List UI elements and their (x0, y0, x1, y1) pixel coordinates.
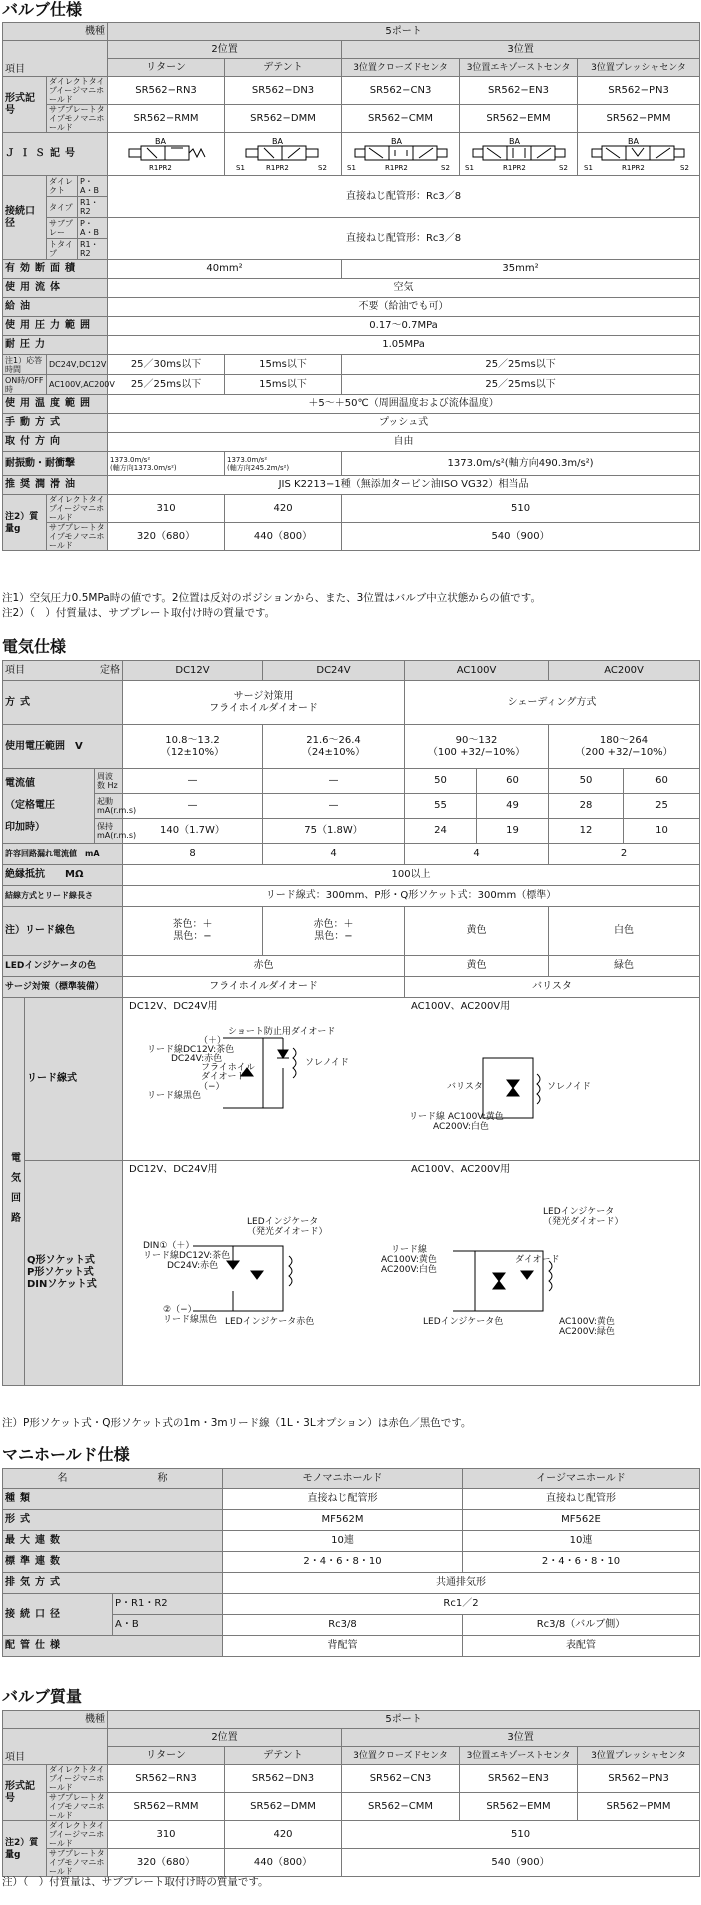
conn-subplate-r1r2: R1・R2 (78, 239, 108, 260)
manifold-header-name: 名 称 (3, 1469, 223, 1489)
jis-symbol-pressure-icon (582, 135, 696, 173)
mass-note: 注）（ ）付質量は、サブプレート取付け時の質量です。 (2, 1876, 269, 1888)
mass-model-direct-3: SR562−CN3 (342, 1765, 460, 1793)
oil-value: JIS K2213−1種（無添加タービン油ISO VG32）相当品 (108, 476, 700, 495)
insulation-label: 絶縁抵抗 MΩ (3, 865, 123, 886)
conn-direct: ダイレクト (47, 176, 78, 197)
model-direct-2: SR562−DN3 (225, 77, 342, 105)
resp-3pos-dc: 25／25ms以下 (342, 355, 700, 375)
mass2-direct-label: ダイレクトタイプイージマニホールド (47, 1821, 108, 1849)
svg-text:R1PR2: R1PR2 (149, 164, 172, 172)
manifold-max-easy: 10連 (463, 1531, 700, 1552)
start-ac200-60: 25 (624, 794, 700, 819)
start-ac100-60: 49 (477, 794, 549, 819)
col-exhaust: 3位置エキゾーストセンタ (460, 59, 578, 77)
socket-label: Q形ソケット式 P形ソケット式 DINソケット式 (25, 1161, 123, 1386)
wire-value: リード線式：300mm、P形・Q形ソケット式：300mm（標準） (123, 886, 700, 907)
model-subplate-2: SR562−DMM (225, 105, 342, 133)
svg-text:R1PR2: R1PR2 (621, 164, 645, 172)
svg-text:S1: S1 (236, 164, 245, 172)
conn-subplate-value: 直接ねじ配管形：Rc3／8 (108, 218, 700, 260)
mass-col-detent: デテント (225, 1747, 342, 1765)
proof-label: 耐圧力 (3, 336, 108, 355)
manifold-conn-ab: A・B (113, 1615, 223, 1636)
jis-symbol-exhaust (460, 133, 578, 176)
resp-ac-label: AC100V,AC200V (47, 375, 108, 395)
mass2-direct-3pos: 510 (342, 1821, 700, 1849)
svg-text:S2: S2 (440, 164, 450, 172)
mass-subplate-return: 320（680） (108, 523, 225, 551)
conn-direct-pab: P・A・B (78, 176, 108, 197)
start-label: 起動mA(r.m.s) (95, 794, 123, 819)
fluid-value: 空気 (108, 279, 700, 298)
leak-label: 許容回路漏れ電流値 mA (3, 844, 123, 865)
mass2-subplate-detent: 440（800） (225, 1849, 342, 1877)
conn-direct-value: 直接ねじ配管形：Rc3／8 (108, 176, 700, 218)
circuit-lead-diagram: DC12V、DC24V用 AC100V、AC200V用 ショート防止用ダイオード （＋） リード線DC12V:茶色 DC24V:赤色 フライホイル ダイオード （−） リード線黒色 ソレノイド バリスタ ソレノイド リード線 AC100V:黄色 AC200V:白色 (123, 998, 700, 1161)
electric-note: 注）P形ソケット式・Q形ソケット式の1m・3mリード線（1L・3Lオプション）は赤色／黒色です。 (2, 1417, 472, 1429)
jis-symbol-detent (225, 133, 342, 176)
manifold-conn-ab-easy: Rc3/8（バルブ側） (463, 1615, 700, 1636)
svg-text:S1: S1 (583, 164, 593, 172)
mass-header-2pos: 2位置 (108, 1729, 342, 1747)
resp-label-2: ON時/OFF時 (3, 375, 47, 395)
manifold-model-easy: MF562E (463, 1510, 700, 1531)
svg-text:BA: BA (155, 137, 166, 146)
svg-text:BA: BA (390, 137, 402, 146)
manual-value: プッシュ式 (108, 414, 700, 433)
electric-spec-table (2, 660, 700, 1386)
volt-ac100: 90〜132 （100 +32/−10%） (405, 725, 549, 769)
header-5port: 5ポート (108, 23, 700, 41)
start-ac200-50: 28 (549, 794, 624, 819)
svg-text:S2: S2 (679, 164, 689, 172)
elec-col-dc12: DC12V (123, 661, 263, 681)
svg-text:R1PR2: R1PR2 (502, 164, 526, 172)
surge-ac: バリスタ (405, 977, 700, 998)
lube-value: 不要（給油でも可） (108, 298, 700, 317)
manifold-spec-table (2, 1468, 700, 1657)
freq-ac100-50: 50 (405, 769, 477, 794)
lead-color-label: 注）リード線色 (3, 907, 123, 956)
subplate-type-label: サブプレートタイプモノマニホールド (47, 105, 108, 133)
vib-label: 耐振動・耐衝撃 (3, 452, 108, 476)
leak-dc12: 8 (123, 844, 263, 865)
svg-text:R1PR2: R1PR2 (266, 164, 289, 172)
manifold-std-easy: 2・4・6・8・10 (463, 1552, 700, 1573)
mass-header-3pos: 3位置 (342, 1729, 700, 1747)
mass-model-subplate-3: SR562−CMM (342, 1793, 460, 1821)
direct-type-label: ダイレクトタイプイージマニホールド (47, 77, 108, 105)
start-ac100-50: 55 (405, 794, 477, 819)
svg-text:BA: BA (508, 137, 520, 146)
svg-text:BA: BA (272, 137, 283, 146)
elec-col-dc24: DC24V (263, 661, 405, 681)
hold-ac100-50: 24 (405, 819, 477, 844)
valve-note-2: 注2）（ ）付質量は、サブプレート取付け時の質量です。 (2, 607, 276, 619)
manifold-exhaust-label: 排気方式 (3, 1573, 223, 1594)
manifold-model-label: 形式 (3, 1510, 223, 1531)
current-label: 電流値 （定格電圧 印加時） (3, 769, 95, 844)
hold-dc24: 75（1.8W） (263, 819, 405, 844)
conn-toype: トタイプ (47, 239, 78, 260)
pressure-label: 使用圧力範囲 (3, 317, 108, 336)
conn-subplate: サブプレー (47, 218, 78, 239)
mass2-direct-detent: 420 (225, 1821, 342, 1849)
manifold-spec-title: マニホールド仕様 (2, 1445, 130, 1464)
mass2-label: 注2）質量g (3, 1821, 47, 1877)
temp-value: ＋5〜＋50℃（周囲温度および流体温度） (108, 395, 700, 414)
lube-label: 給油 (3, 298, 108, 317)
mass-header-5port: 5ポート (108, 1711, 700, 1729)
mass-spec-table (2, 1710, 700, 1877)
jis-label: ＪＩＳ記号 (3, 133, 108, 176)
leak-dc24: 4 (263, 844, 405, 865)
led-label: LEDインジケータの色 (3, 956, 123, 977)
manifold-type-label: 種類 (3, 1489, 223, 1510)
col-closed: 3位置クローズドセンタ (342, 59, 460, 77)
hold-dc12: 140（1.7W） (123, 819, 263, 844)
method-label: 方式 (3, 681, 123, 725)
conn-label: 接続口径 (3, 176, 47, 260)
mass-model-subplate-1: SR562−RMM (108, 1793, 225, 1821)
led-ac200: 緑色 (549, 956, 700, 977)
mass-model-direct-5: SR562−PN3 (578, 1765, 700, 1793)
jis-symbol-pressure (578, 133, 700, 176)
lead-color-ac100: 黄色 (405, 907, 549, 956)
manifold-pipe-easy: 表配管 (463, 1636, 700, 1657)
mass-model-subplate-2: SR562−DMM (225, 1793, 342, 1821)
lead-type-label: リード線式 (25, 998, 123, 1161)
hold-ac100-60: 19 (477, 819, 549, 844)
volt-label: 使用電圧範囲 V (3, 725, 123, 769)
lead-color-ac200: 白色 (549, 907, 700, 956)
mass2-subplate-return: 320（680） (108, 1849, 225, 1877)
mass2-subplate-3pos: 540（900） (342, 1849, 700, 1877)
manifold-exhaust-value: 共通排気形 (223, 1573, 700, 1594)
manifold-type-mono: 直接ねじ配管形 (223, 1489, 463, 1510)
header-2pos: 2位置 (108, 41, 342, 59)
mass-model-subplate-label: サブプレートタイプモノマニホールド (47, 1793, 108, 1821)
leak-ac200: 2 (549, 844, 700, 865)
temp-label: 使用温度範囲 (3, 395, 108, 414)
manifold-conn-pr: P・R1・R2 (113, 1594, 223, 1615)
vib-3pos: 1373.0m/s²(軸方向490.3m/s²) (342, 452, 700, 476)
mass-subplate-detent: 440（800） (225, 523, 342, 551)
model-direct-4: SR562−EN3 (460, 77, 578, 105)
mass2-subplate-label: サブプレートタイプモノマニホールド (47, 1849, 108, 1877)
elec-col-ac200: AC200V (549, 661, 700, 681)
manifold-conn-pr-value: Rc1／2 (223, 1594, 700, 1615)
jis-symbol-return-icon (111, 135, 221, 173)
manifold-model-mono: MF562M (223, 1510, 463, 1531)
resp-return-dc: 25／30ms以下 (108, 355, 225, 375)
mass-model-label: 形式記号 (3, 1765, 47, 1821)
manifold-conn-ab-mono: Rc3/8 (223, 1615, 463, 1636)
mount-value: 自由 (108, 433, 700, 452)
valve-spec-title: バルブ仕様 (2, 0, 83, 19)
manual-label: 手動方式 (3, 414, 108, 433)
manifold-pipe-label: 配管仕様 (3, 1636, 223, 1657)
model-subplate-3: SR562−CMM (342, 105, 460, 133)
manifold-header-mono: モノマニホールド (223, 1469, 463, 1489)
valve-spec-table (2, 22, 700, 551)
mount-label: 取付方向 (3, 433, 108, 452)
manifold-header-easy: イージマニホールド (463, 1469, 700, 1489)
method-ac: シェーディング方式 (405, 681, 700, 725)
valve-note-1: 注1）空気圧力0.5MPa時の値です。2位置は反対のポジションから、また、3位置はバルブ中立状態からの値です。 (2, 592, 541, 604)
model-subplate-4: SR562−EMM (460, 105, 578, 133)
resp-label-1: 注1）応答時間 (3, 355, 47, 375)
start-dc12: — (123, 794, 263, 819)
wire-label: 結線方式とリード線長さ (3, 886, 123, 907)
header-item: 項目 (3, 41, 108, 77)
area-3pos: 35mm² (342, 260, 700, 279)
mass-col-pressure: 3位置プレッシャセンタ (578, 1747, 700, 1765)
mass-header-item: 項目 (3, 1729, 108, 1765)
area-label: 有効断面積 (3, 260, 108, 279)
mass-direct-label: ダイレクトタイプイージマニホールド (47, 495, 108, 523)
hold-label: 保持mA(r.m.s) (95, 819, 123, 844)
hold-ac200-60: 10 (624, 819, 700, 844)
model-direct-1: SR562−RN3 (108, 77, 225, 105)
svg-text:S2: S2 (318, 164, 327, 172)
hold-ac200-50: 12 (549, 819, 624, 844)
fluid-label: 使用流体 (3, 279, 108, 298)
col-detent: デテント (225, 59, 342, 77)
mass-col-return: リターン (108, 1747, 225, 1765)
resp-3pos-ac: 25／25ms以下 (342, 375, 700, 395)
jis-symbol-closed-icon (345, 135, 457, 173)
oil-label: 推奨潤滑油 (3, 476, 108, 495)
svg-text:S1: S1 (346, 164, 356, 172)
insulation-value: 100以上 (123, 865, 700, 886)
surge-label: サージ対策（標準装備） (3, 977, 123, 998)
circuit-label: 電気回路 (3, 998, 25, 1386)
conn-direct-r1r2: R1・R2 (78, 197, 108, 218)
proof-value: 1.05MPa (108, 336, 700, 355)
mass-model-direct-2: SR562−DN3 (225, 1765, 342, 1793)
manifold-max-mono: 10連 (223, 1531, 463, 1552)
resp-detent-dc: 15ms以下 (225, 355, 342, 375)
vib-detent: 1373.0m/s² (軸方向245.2m/s²) (225, 452, 342, 476)
surge-dc: フライホイルダイオード (123, 977, 405, 998)
electric-spec-title: 電気仕様 (2, 637, 67, 656)
conn-subplate-pab: P・A・B (78, 218, 108, 239)
col-return: リターン (108, 59, 225, 77)
svg-text:R1PR2: R1PR2 (384, 164, 408, 172)
freq-ac200-60: 60 (624, 769, 700, 794)
volt-ac200: 180〜264 （200 +32/−10%） (549, 725, 700, 769)
jis-symbol-return (108, 133, 225, 176)
vib-return: 1373.0m/s² (軸方向1373.0m/s²) (108, 452, 225, 476)
freq-label: 周波数 Hz (95, 769, 123, 794)
model-subplate-1: SR562−RMM (108, 105, 225, 133)
mass2-direct-return: 310 (108, 1821, 225, 1849)
mass-model-direct-label: ダイレクトタイプイージマニホールド (47, 1765, 108, 1793)
mass-label: 注2）質量g (3, 495, 47, 551)
jis-symbol-exhaust-icon (463, 135, 575, 173)
freq-ac200-50: 50 (549, 769, 624, 794)
start-dc24: — (263, 794, 405, 819)
mass-subplate-3pos: 540（900） (342, 523, 700, 551)
elec-header-item: 項目 定格 (3, 661, 123, 681)
mass-direct-3pos: 510 (342, 495, 700, 523)
freq-dc24: — (263, 769, 405, 794)
mass-spec-title: バルブ質量 (2, 1687, 83, 1706)
elec-col-ac100: AC100V (405, 661, 549, 681)
method-dc: サージ対策用 フライホイルダイオード (123, 681, 405, 725)
resp-detent-ac: 15ms以下 (225, 375, 342, 395)
mass-direct-return: 310 (108, 495, 225, 523)
resp-dc-label: DC24V,DC12V (47, 355, 108, 375)
mass-model-direct-4: SR562−EN3 (460, 1765, 578, 1793)
manifold-type-easy: 直接ねじ配管形 (463, 1489, 700, 1510)
resp-return-ac: 25／25ms以下 (108, 375, 225, 395)
led-dc: 赤色 (123, 956, 405, 977)
leak-ac100: 4 (405, 844, 549, 865)
pressure-value: 0.17〜0.7MPa (108, 317, 700, 336)
manifold-max-label: 最大連数 (3, 1531, 223, 1552)
mass-model-subplate-4: SR562−EMM (460, 1793, 578, 1821)
mass-col-closed: 3位置クローズドセンタ (342, 1747, 460, 1765)
mass-direct-detent: 420 (225, 495, 342, 523)
svg-text:S2: S2 (558, 164, 568, 172)
svg-text:BA: BA (627, 137, 639, 146)
volt-dc12: 10.8〜13.2 （12±10%） (123, 725, 263, 769)
area-2pos: 40mm² (108, 260, 342, 279)
manifold-std-label: 標準連数 (3, 1552, 223, 1573)
manifold-conn-label: 接続口径 (3, 1594, 113, 1636)
freq-dc12: — (123, 769, 263, 794)
model-direct-3: SR562−CN3 (342, 77, 460, 105)
header-3pos: 3位置 (342, 41, 700, 59)
volt-dc24: 21.6〜26.4 （24±10%） (263, 725, 405, 769)
svg-text:S1: S1 (464, 164, 474, 172)
lead-color-dc24: 赤色：＋ 黒色：− (263, 907, 405, 956)
model-subplate-5: SR562−PMM (578, 105, 700, 133)
mass-header-kisyu: 機種 (3, 1711, 108, 1729)
mass-col-exhaust: 3位置エキゾーストセンタ (460, 1747, 578, 1765)
manifold-pipe-mono: 背配管 (223, 1636, 463, 1657)
col-pressure: 3位置プレッシャセンタ (578, 59, 700, 77)
model-direct-5: SR562−PN3 (578, 77, 700, 105)
mass-subplate-label: サブプレートタイプモノマニホールド (47, 523, 108, 551)
circuit-socket-diagram: DC12V、DC24V用 AC100V、AC200V用 LEDインジケータ （発光ダイオード） DIN①（＋） リード線DC12V:茶色 DC24V:赤色 ②（−） リード線黒色 LEDインジケータ赤色 LEDインジケータ （発光ダイオード） リード線 AC100V:黄色 AC200V:白色 ダイオード LEDインジケータ色 AC100V:黄色 AC200V:緑色 (123, 1161, 700, 1386)
conn-type: タイプ (47, 197, 78, 218)
led-ac100: 黄色 (405, 956, 549, 977)
mass-model-subplate-5: SR562−PMM (578, 1793, 700, 1821)
jis-symbol-detent-icon (228, 135, 338, 173)
model-label: 形式記号 (3, 77, 47, 133)
manifold-std-mono: 2・4・6・8・10 (223, 1552, 463, 1573)
mass-model-direct-1: SR562−RN3 (108, 1765, 225, 1793)
jis-symbol-closed (342, 133, 460, 176)
lead-color-dc12: 茶色：＋ 黒色：− (123, 907, 263, 956)
header-kisyu: 機種 (3, 23, 108, 41)
freq-ac100-60: 60 (477, 769, 549, 794)
